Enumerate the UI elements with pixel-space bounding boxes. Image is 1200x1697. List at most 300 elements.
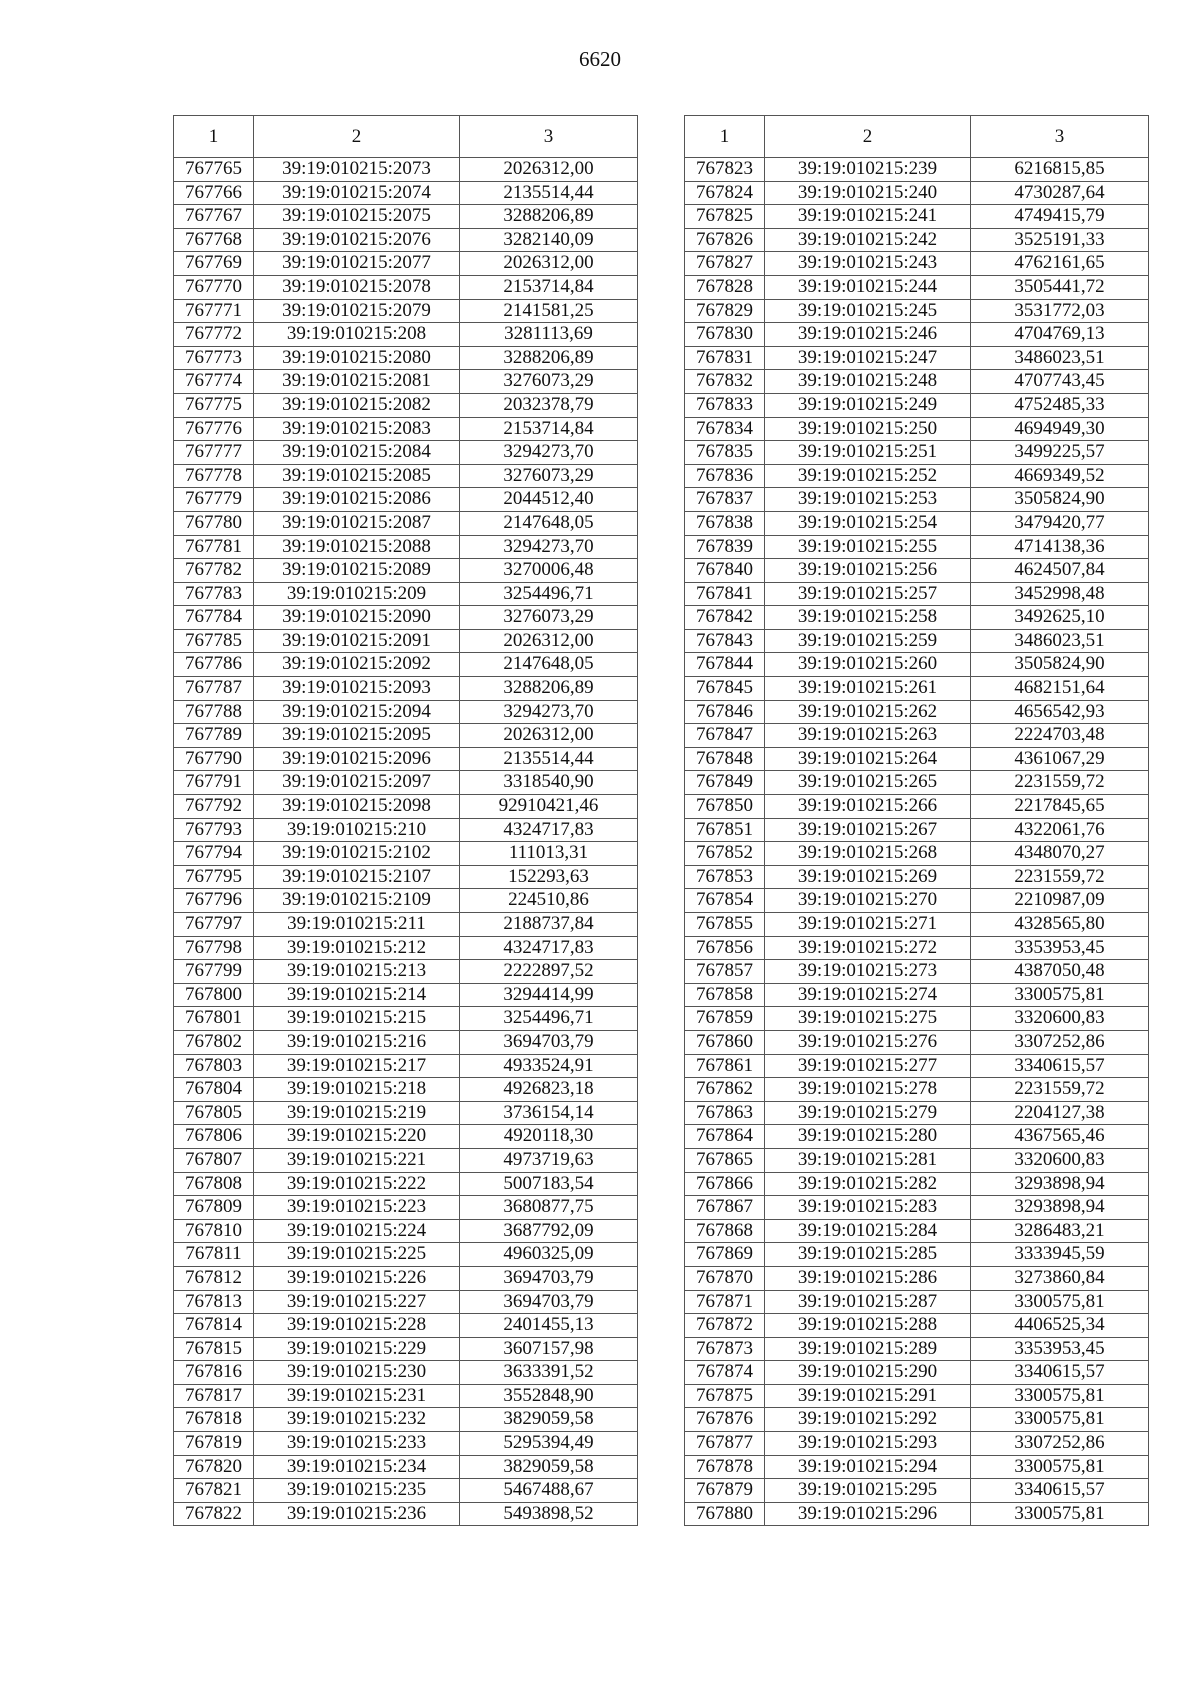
cadastral-value-cell: 3505824,90	[971, 653, 1149, 677]
table-row	[174, 960, 638, 984]
cadastral-number-cell: 39:19:010215:289	[765, 1337, 971, 1361]
cadastral-number-cell: 39:19:010215:263	[765, 724, 971, 748]
cadastral-number-cell: 39:19:010215:282	[765, 1172, 971, 1196]
row-number-cell: 767791	[174, 771, 254, 795]
left-table-body	[174, 158, 638, 1526]
cadastral-number-cell: 39:19:010215:283	[765, 1196, 971, 1220]
row-number-cell: 767872	[685, 1314, 765, 1338]
table-row	[174, 205, 638, 229]
cadastral-value-cell: 3300575,81	[971, 1502, 1149, 1526]
row-number-cell: 767779	[174, 488, 254, 512]
row-number-cell: 767822	[174, 1502, 254, 1526]
cadastral-value-cell: 5493898,52	[460, 1502, 638, 1526]
row-number-cell: 767850	[685, 795, 765, 819]
table-row	[174, 889, 638, 913]
cadastral-number-cell: 39:19:010215:267	[765, 818, 971, 842]
table-row	[174, 1243, 638, 1267]
table-row	[174, 1361, 638, 1385]
cadastral-number-cell: 39:19:010215:245	[765, 299, 971, 323]
table-row	[174, 228, 638, 252]
row-number-cell: 767853	[685, 865, 765, 889]
cadastral-number-cell: 39:19:010215:208	[254, 323, 460, 347]
row-number-cell: 767771	[174, 299, 254, 323]
row-number-cell: 767831	[685, 346, 765, 370]
cadastral-value-cell: 3531772,03	[971, 299, 1149, 323]
table-row	[685, 1266, 1149, 1290]
cadastral-value-cell: 2147648,05	[460, 511, 638, 535]
right-table-body	[685, 158, 1149, 1526]
cadastral-number-cell: 39:19:010215:228	[254, 1314, 460, 1338]
row-number-cell: 767806	[174, 1125, 254, 1149]
cadastral-value-cell: 4714138,36	[971, 535, 1149, 559]
cadastral-number-cell: 39:19:010215:262	[765, 700, 971, 724]
column-header-3: 3	[971, 116, 1149, 158]
table-row	[174, 1219, 638, 1243]
cadastral-value-cell: 2026312,00	[460, 252, 638, 276]
cadastral-value-cell: 2204127,38	[971, 1101, 1149, 1125]
cadastral-number-cell: 39:19:010215:2075	[254, 205, 460, 229]
cadastral-number-cell: 39:19:010215:259	[765, 629, 971, 653]
cadastral-number-cell: 39:19:010215:225	[254, 1243, 460, 1267]
cadastral-value-cell: 2153714,84	[460, 417, 638, 441]
cadastral-value-cell: 4682151,64	[971, 677, 1149, 701]
cadastral-number-cell: 39:19:010215:230	[254, 1361, 460, 1385]
table-row	[174, 724, 638, 748]
row-number-cell: 767870	[685, 1266, 765, 1290]
cadastral-value-cell: 3505441,72	[971, 275, 1149, 299]
row-number-cell: 767799	[174, 960, 254, 984]
cadastral-number-cell: 39:19:010215:244	[765, 275, 971, 299]
table-row	[685, 158, 1149, 182]
cadastral-number-cell: 39:19:010215:273	[765, 960, 971, 984]
cadastral-number-cell: 39:19:010215:243	[765, 252, 971, 276]
table-row	[685, 323, 1149, 347]
cadastral-number-cell: 39:19:010215:246	[765, 323, 971, 347]
cadastral-value-cell: 4926823,18	[460, 1078, 638, 1102]
cadastral-value-cell: 4973719,63	[460, 1148, 638, 1172]
cadastral-number-cell: 39:19:010215:284	[765, 1219, 971, 1243]
row-number-cell: 767807	[174, 1148, 254, 1172]
cadastral-value-cell: 4656542,93	[971, 700, 1149, 724]
cadastral-value-cell: 3270006,48	[460, 559, 638, 583]
table-row	[174, 1314, 638, 1338]
table-row	[174, 158, 638, 182]
table-row	[685, 1007, 1149, 1031]
cadastral-number-cell: 39:19:010215:288	[765, 1314, 971, 1338]
cadastral-number-cell: 39:19:010215:2081	[254, 370, 460, 394]
table-row	[685, 1219, 1149, 1243]
table-row	[174, 1479, 638, 1503]
table-row	[685, 370, 1149, 394]
cadastral-number-cell: 39:19:010215:2085	[254, 464, 460, 488]
cadastral-value-cell: 3282140,09	[460, 228, 638, 252]
table-row	[174, 1007, 638, 1031]
column-header-1: 1	[174, 116, 254, 158]
left-register-table	[173, 115, 638, 1526]
row-number-cell: 767845	[685, 677, 765, 701]
cadastral-value-cell: 111013,31	[460, 842, 638, 866]
table-row	[685, 936, 1149, 960]
cadastral-value-cell: 4960325,09	[460, 1243, 638, 1267]
cadastral-number-cell: 39:19:010215:2082	[254, 393, 460, 417]
cadastral-value-cell: 2032378,79	[460, 393, 638, 417]
cadastral-number-cell: 39:19:010215:2076	[254, 228, 460, 252]
row-number-cell: 767847	[685, 724, 765, 748]
row-number-cell: 767793	[174, 818, 254, 842]
cadastral-number-cell: 39:19:010215:269	[765, 865, 971, 889]
table-row	[174, 1432, 638, 1456]
cadastral-value-cell: 92910421,46	[460, 795, 638, 819]
cadastral-value-cell: 2135514,44	[460, 747, 638, 771]
table-row	[174, 393, 638, 417]
row-number-cell: 767808	[174, 1172, 254, 1196]
cadastral-number-cell: 39:19:010215:268	[765, 842, 971, 866]
table-row	[685, 818, 1149, 842]
table-row	[174, 511, 638, 535]
cadastral-number-cell: 39:19:010215:261	[765, 677, 971, 701]
cadastral-value-cell: 3829059,58	[460, 1455, 638, 1479]
cadastral-number-cell: 39:19:010215:2088	[254, 535, 460, 559]
row-number-cell: 767867	[685, 1196, 765, 1220]
table-row	[685, 795, 1149, 819]
row-number-cell: 767809	[174, 1196, 254, 1220]
cadastral-number-cell: 39:19:010215:2084	[254, 441, 460, 465]
cadastral-number-cell: 39:19:010215:275	[765, 1007, 971, 1031]
row-number-cell: 767802	[174, 1030, 254, 1054]
cadastral-value-cell: 3333945,59	[971, 1243, 1149, 1267]
table-row	[685, 983, 1149, 1007]
table-row	[174, 1290, 638, 1314]
cadastral-number-cell: 39:19:010215:2091	[254, 629, 460, 653]
cadastral-number-cell: 39:19:010215:240	[765, 181, 971, 205]
cadastral-value-cell: 4704769,13	[971, 323, 1149, 347]
row-number-cell: 767862	[685, 1078, 765, 1102]
cadastral-value-cell: 2141581,25	[460, 299, 638, 323]
cadastral-number-cell: 39:19:010215:253	[765, 488, 971, 512]
cadastral-value-cell: 3680877,75	[460, 1196, 638, 1220]
cadastral-value-cell: 3288206,89	[460, 677, 638, 701]
table-row	[685, 653, 1149, 677]
row-number-cell: 767800	[174, 983, 254, 1007]
cadastral-number-cell: 39:19:010215:292	[765, 1408, 971, 1432]
row-number-cell: 767828	[685, 275, 765, 299]
table-row	[174, 1054, 638, 1078]
cadastral-number-cell: 39:19:010215:2089	[254, 559, 460, 583]
cadastral-value-cell: 5007183,54	[460, 1172, 638, 1196]
cadastral-value-cell: 4322061,76	[971, 818, 1149, 842]
cadastral-number-cell: 39:19:010215:2077	[254, 252, 460, 276]
cadastral-number-cell: 39:19:010215:2097	[254, 771, 460, 795]
cadastral-value-cell: 2222897,52	[460, 960, 638, 984]
table-row	[174, 181, 638, 205]
row-number-cell: 767859	[685, 1007, 765, 1031]
table-row	[685, 842, 1149, 866]
cadastral-number-cell: 39:19:010215:209	[254, 582, 460, 606]
cadastral-value-cell: 2231559,72	[971, 1078, 1149, 1102]
table-row	[174, 323, 638, 347]
row-number-cell: 767772	[174, 323, 254, 347]
cadastral-value-cell: 5467488,67	[460, 1479, 638, 1503]
cadastral-number-cell: 39:19:010215:257	[765, 582, 971, 606]
cadastral-number-cell: 39:19:010215:218	[254, 1078, 460, 1102]
row-number-cell: 767855	[685, 913, 765, 937]
row-number-cell: 767815	[174, 1337, 254, 1361]
cadastral-number-cell: 39:19:010215:2094	[254, 700, 460, 724]
row-number-cell: 767812	[174, 1266, 254, 1290]
cadastral-value-cell: 3276073,29	[460, 606, 638, 630]
cadastral-value-cell: 4749415,79	[971, 205, 1149, 229]
row-number-cell: 767864	[685, 1125, 765, 1149]
cadastral-number-cell: 39:19:010215:212	[254, 936, 460, 960]
cadastral-value-cell: 2231559,72	[971, 771, 1149, 795]
cadastral-value-cell: 3254496,71	[460, 1007, 638, 1031]
cadastral-value-cell: 4324717,83	[460, 936, 638, 960]
cadastral-number-cell: 39:19:010215:281	[765, 1148, 971, 1172]
table-row	[685, 1196, 1149, 1220]
cadastral-value-cell: 3320600,83	[971, 1007, 1149, 1031]
cadastral-number-cell: 39:19:010215:216	[254, 1030, 460, 1054]
cadastral-number-cell: 39:19:010215:223	[254, 1196, 460, 1220]
cadastral-number-cell: 39:19:010215:248	[765, 370, 971, 394]
cadastral-number-cell: 39:19:010215:2095	[254, 724, 460, 748]
cadastral-value-cell: 3505824,90	[971, 488, 1149, 512]
cadastral-value-cell: 3492625,10	[971, 606, 1149, 630]
row-number-cell: 767857	[685, 960, 765, 984]
row-number-cell: 767774	[174, 370, 254, 394]
row-number-cell: 767810	[174, 1219, 254, 1243]
cadastral-value-cell: 3300575,81	[971, 1408, 1149, 1432]
cadastral-number-cell: 39:19:010215:215	[254, 1007, 460, 1031]
row-number-cell: 767835	[685, 441, 765, 465]
cadastral-value-cell: 4669349,52	[971, 464, 1149, 488]
cadastral-number-cell: 39:19:010215:2078	[254, 275, 460, 299]
cadastral-value-cell: 2135514,44	[460, 181, 638, 205]
row-number-cell: 767829	[685, 299, 765, 323]
cadastral-number-cell: 39:19:010215:2087	[254, 511, 460, 535]
table-row	[685, 865, 1149, 889]
row-number-cell: 767838	[685, 511, 765, 535]
cadastral-number-cell: 39:19:010215:279	[765, 1101, 971, 1125]
table-row	[174, 1172, 638, 1196]
cadastral-value-cell: 2217845,65	[971, 795, 1149, 819]
row-number-cell: 767782	[174, 559, 254, 583]
table-row	[685, 1030, 1149, 1054]
row-number-cell: 767865	[685, 1148, 765, 1172]
row-number-cell: 767823	[685, 158, 765, 182]
row-number-cell: 767783	[174, 582, 254, 606]
table-header-row	[174, 116, 638, 158]
table-row	[685, 535, 1149, 559]
row-number-cell: 767798	[174, 936, 254, 960]
cadastral-value-cell: 4920118,30	[460, 1125, 638, 1149]
cadastral-value-cell: 2026312,00	[460, 629, 638, 653]
cadastral-number-cell: 39:19:010215:227	[254, 1290, 460, 1314]
table-row	[685, 747, 1149, 771]
cadastral-number-cell: 39:19:010215:224	[254, 1219, 460, 1243]
row-number-cell: 767773	[174, 346, 254, 370]
table-header-row	[685, 116, 1149, 158]
table-row	[174, 936, 638, 960]
row-number-cell: 767876	[685, 1408, 765, 1432]
row-number-cell: 767813	[174, 1290, 254, 1314]
row-number-cell: 767819	[174, 1432, 254, 1456]
cadastral-value-cell: 3479420,77	[971, 511, 1149, 535]
row-number-cell: 767854	[685, 889, 765, 913]
table-row	[685, 1172, 1149, 1196]
table-row	[685, 582, 1149, 606]
cadastral-number-cell: 39:19:010215:2096	[254, 747, 460, 771]
column-header-2: 2	[254, 116, 460, 158]
row-number-cell: 767794	[174, 842, 254, 866]
cadastral-number-cell: 39:19:010215:277	[765, 1054, 971, 1078]
cadastral-value-cell: 3294414,99	[460, 983, 638, 1007]
table-row	[685, 205, 1149, 229]
cadastral-value-cell: 3294273,70	[460, 535, 638, 559]
cadastral-number-cell: 39:19:010215:221	[254, 1148, 460, 1172]
cadastral-number-cell: 39:19:010215:271	[765, 913, 971, 937]
table-row	[174, 1384, 638, 1408]
table-row	[685, 629, 1149, 653]
cadastral-value-cell: 3486023,51	[971, 629, 1149, 653]
cadastral-value-cell: 4387050,48	[971, 960, 1149, 984]
table-row	[685, 724, 1149, 748]
table-row	[685, 1054, 1149, 1078]
cadastral-number-cell: 39:19:010215:239	[765, 158, 971, 182]
cadastral-number-cell: 39:19:010215:291	[765, 1384, 971, 1408]
cadastral-number-cell: 39:19:010215:241	[765, 205, 971, 229]
table-row	[685, 1290, 1149, 1314]
cadastral-number-cell: 39:19:010215:2080	[254, 346, 460, 370]
table-row	[685, 1078, 1149, 1102]
cadastral-value-cell: 3353953,45	[971, 936, 1149, 960]
cadastral-number-cell: 39:19:010215:232	[254, 1408, 460, 1432]
cadastral-number-cell: 39:19:010215:251	[765, 441, 971, 465]
cadastral-number-cell: 39:19:010215:296	[765, 1502, 971, 1526]
row-number-cell: 767775	[174, 393, 254, 417]
row-number-cell: 767877	[685, 1432, 765, 1456]
cadastral-value-cell: 3276073,29	[460, 370, 638, 394]
row-number-cell: 767852	[685, 842, 765, 866]
row-number-cell: 767842	[685, 606, 765, 630]
cadastral-number-cell: 39:19:010215:2073	[254, 158, 460, 182]
cadastral-number-cell: 39:19:010215:280	[765, 1125, 971, 1149]
row-number-cell: 767826	[685, 228, 765, 252]
row-number-cell: 767811	[174, 1243, 254, 1267]
row-number-cell: 767871	[685, 1290, 765, 1314]
cadastral-value-cell: 3340615,57	[971, 1479, 1149, 1503]
row-number-cell: 767861	[685, 1054, 765, 1078]
cadastral-value-cell: 3294273,70	[460, 441, 638, 465]
table-row	[685, 1479, 1149, 1503]
table-row	[685, 511, 1149, 535]
row-number-cell: 767796	[174, 889, 254, 913]
row-number-cell: 767863	[685, 1101, 765, 1125]
cadastral-value-cell: 4694949,30	[971, 417, 1149, 441]
table-row	[685, 960, 1149, 984]
table-row	[685, 464, 1149, 488]
row-number-cell: 767821	[174, 1479, 254, 1503]
table-row	[685, 1337, 1149, 1361]
cadastral-number-cell: 39:19:010215:265	[765, 771, 971, 795]
row-number-cell: 767804	[174, 1078, 254, 1102]
table-row	[174, 818, 638, 842]
table-row	[685, 252, 1149, 276]
cadastral-number-cell: 39:19:010215:2079	[254, 299, 460, 323]
table-row	[174, 252, 638, 276]
cadastral-number-cell: 39:19:010215:272	[765, 936, 971, 960]
table-row	[174, 606, 638, 630]
row-number-cell: 767780	[174, 511, 254, 535]
cadastral-value-cell: 4707743,45	[971, 370, 1149, 394]
cadastral-value-cell: 4624507,84	[971, 559, 1149, 583]
row-number-cell: 767830	[685, 323, 765, 347]
row-number-cell: 767843	[685, 629, 765, 653]
table-row	[174, 299, 638, 323]
cadastral-number-cell: 39:19:010215:256	[765, 559, 971, 583]
row-number-cell: 767841	[685, 582, 765, 606]
row-number-cell: 767844	[685, 653, 765, 677]
cadastral-value-cell: 3829059,58	[460, 1408, 638, 1432]
cadastral-number-cell: 39:19:010215:233	[254, 1432, 460, 1456]
table-row	[685, 299, 1149, 323]
cadastral-value-cell: 3452998,48	[971, 582, 1149, 606]
table-row	[174, 275, 638, 299]
row-number-cell: 767768	[174, 228, 254, 252]
cadastral-value-cell: 3254496,71	[460, 582, 638, 606]
cadastral-number-cell: 39:19:010215:211	[254, 913, 460, 937]
cadastral-value-cell: 3525191,33	[971, 228, 1149, 252]
row-number-cell: 767856	[685, 936, 765, 960]
cadastral-value-cell: 3276073,29	[460, 464, 638, 488]
cadastral-value-cell: 4730287,64	[971, 181, 1149, 205]
row-number-cell: 767834	[685, 417, 765, 441]
table-row	[685, 417, 1149, 441]
row-number-cell: 767874	[685, 1361, 765, 1385]
cadastral-value-cell: 3294273,70	[460, 700, 638, 724]
row-number-cell: 767836	[685, 464, 765, 488]
table-row	[685, 1125, 1149, 1149]
table-row	[174, 1030, 638, 1054]
row-number-cell: 767814	[174, 1314, 254, 1338]
table-row	[174, 983, 638, 1007]
row-number-cell: 767767	[174, 205, 254, 229]
cadastral-value-cell: 4328565,80	[971, 913, 1149, 937]
table-row	[174, 1101, 638, 1125]
table-row	[685, 346, 1149, 370]
table-row	[685, 1432, 1149, 1456]
cadastral-value-cell: 2188737,84	[460, 913, 638, 937]
cadastral-value-cell: 3307252,86	[971, 1030, 1149, 1054]
row-number-cell: 767825	[685, 205, 765, 229]
row-number-cell: 767786	[174, 653, 254, 677]
cadastral-value-cell: 3300575,81	[971, 983, 1149, 1007]
cadastral-number-cell: 39:19:010215:264	[765, 747, 971, 771]
cadastral-number-cell: 39:19:010215:276	[765, 1030, 971, 1054]
row-number-cell: 767832	[685, 370, 765, 394]
row-number-cell: 767824	[685, 181, 765, 205]
table-row	[174, 441, 638, 465]
cadastral-value-cell: 3340615,57	[971, 1361, 1149, 1385]
table-row	[174, 1408, 638, 1432]
table-row	[685, 1408, 1149, 1432]
row-number-cell: 767879	[685, 1479, 765, 1503]
page-number: 6620	[579, 47, 621, 71]
table-row	[685, 700, 1149, 724]
cadastral-number-cell: 39:19:010215:217	[254, 1054, 460, 1078]
table-row	[174, 747, 638, 771]
cadastral-value-cell: 5295394,49	[460, 1432, 638, 1456]
cadastral-number-cell: 39:19:010215:2083	[254, 417, 460, 441]
